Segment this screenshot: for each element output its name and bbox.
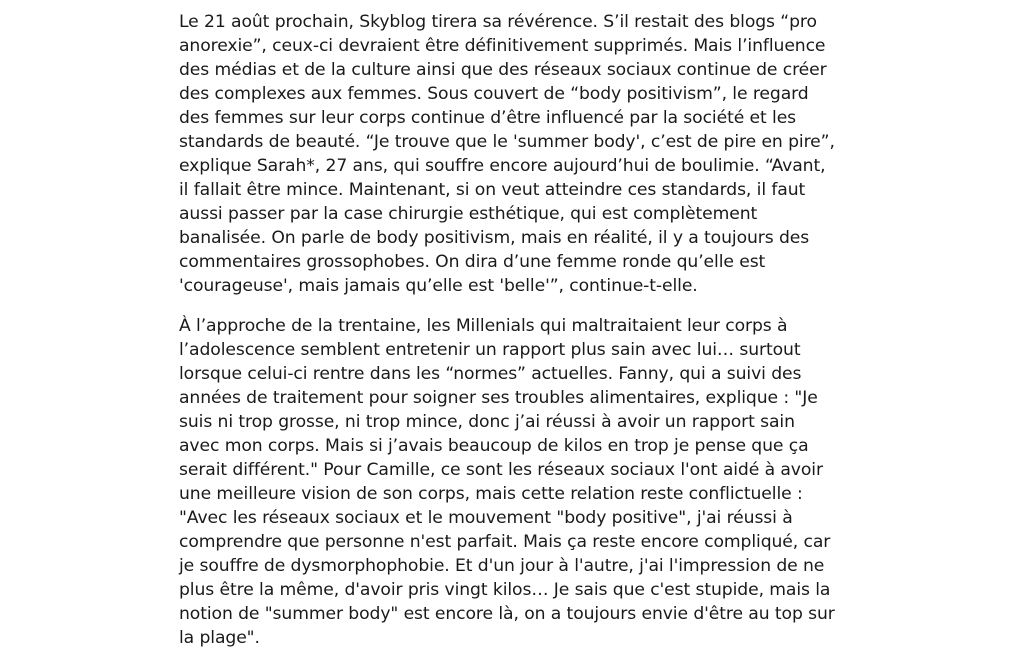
- article-body: [179, 10, 839, 666]
- article-paragraph: À l’approche de la trentaine, les Millenials qui maltraitaient leur corps à l’adolescence semblent entretenir un rapport plus sain avec lui… surtout lorsque celui-ci rentre dans les “normes” actuelles. Fanny, qui a suivi des années de traitement pour soigner ses troubles alimentaires, explique : "Je suis ni trop grosse, ni trop mince, donc j’ai réussi à avoir un rapport sain avec mon corps. Mais si j’avais beaucoup de kilos en trop je pense que ça serait différent." Pour Camille, ce sont les réseaux sociaux l'ont aidé à avoir une meilleure vision de son corps, mais cette relation reste conflictuelle : "Avec les réseaux sociaux et le mouvement "body positive", j'ai réussi à comprendre que personne n'est parfait. Mais ça reste encore compliqué, car je souffre de dysmorphophobie. Et d'un jour à l'autre, j'ai l'impression de ne plus être la même, d'avoir pris vingt kilos… Je sais que c'est stupide, mais la notion de "summer body" est encore là, on a toujours envie d'être au top sur la plage".: [179, 316, 835, 648]
- article-paragraph: Le 21 août prochain, Skyblog tirera sa révérence. S’il restait des blogs “pro anorexie”, ceux-ci devraient être définitivement supprimés. Mais l’influence des médias et de la culture ainsi que des réseaux sociaux continue de créer des complexes aux femmes. Sous couvert de “body positivism”, le regard des femmes sur leur corps continue d’être influencé par la société et les standards de beauté. “Je trouve que le 'summer body', c’est de pire en pire”, explique Sarah*, 27 ans, qui souffre encore aujourd’hui de boulimie. “Avant, il fallait être mince. Maintenant, si on veut atteindre ces standards, il faut aussi passer par la case chirurgie esthétique, qui est complètement banalisée. On parle de body positivism, mais en réalité, il y a toujours des commentaires grossophobes. On dira d’une femme ronde qu’elle est 'courageuse', mais jamais qu’elle est 'belle'”, continue-t-elle.: [179, 12, 835, 296]
